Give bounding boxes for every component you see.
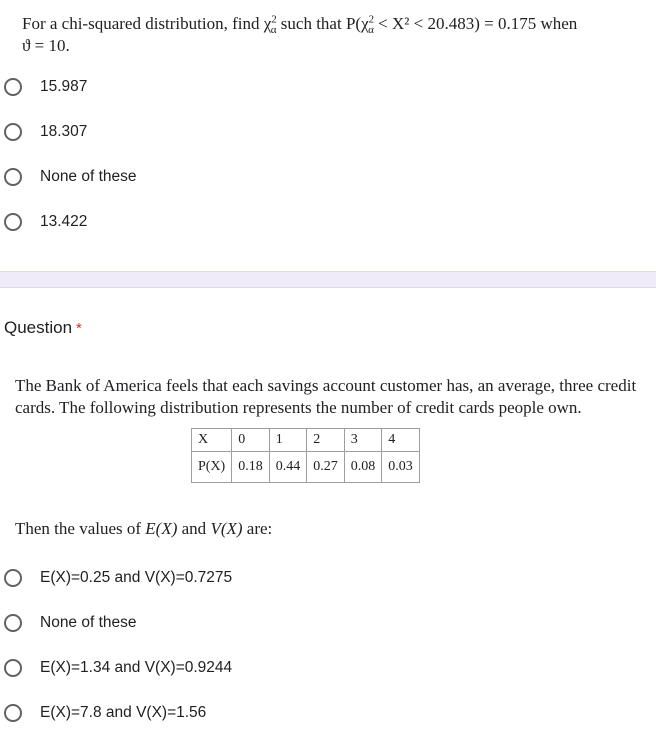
q1-option-1[interactable] bbox=[4, 74, 87, 100]
table-cell: 2 bbox=[307, 429, 345, 452]
option-label: None of these bbox=[40, 614, 137, 631]
table-cell: 3 bbox=[344, 429, 382, 452]
table-row bbox=[192, 452, 420, 483]
table-cell: 0.27 bbox=[307, 452, 345, 483]
table-cell: 1 bbox=[269, 429, 307, 452]
table-cell: 0.03 bbox=[382, 452, 420, 483]
section-divider bbox=[0, 271, 656, 288]
question-2-body: The Bank of America feels that each savings account customer has, an average, three credit cards. The following distribution represents the number of credit cards people own. bbox=[15, 376, 637, 417]
table-cell: 0 bbox=[232, 429, 270, 452]
option-label: 18.307 bbox=[40, 123, 88, 140]
q2-option-2[interactable] bbox=[4, 610, 137, 636]
question-2-prompt: Then the values of E(X) and V(X) are: bbox=[15, 519, 273, 538]
question-title-label: Question bbox=[4, 318, 73, 337]
radio-button-icon[interactable] bbox=[4, 704, 22, 722]
option-label: E(X)=7.8 and V(X)=1.56 bbox=[40, 704, 207, 721]
option-label: 13.422 bbox=[40, 213, 88, 230]
radio-button-icon[interactable] bbox=[4, 569, 22, 587]
table-cell: 0.08 bbox=[344, 452, 382, 483]
radio-button-icon[interactable] bbox=[4, 659, 22, 677]
option-label: E(X)=0.25 and V(X)=0.7275 bbox=[40, 569, 233, 586]
question-1-line1: For a chi-squared distribution, find $\chi^2_\alpha$ such that $P(\chi^2_\alpha < X^2 < 20.483) = 0.175$ when bbox=[22, 13, 578, 37]
table-cell: X bbox=[192, 429, 232, 452]
radio-button-icon[interactable] bbox=[4, 78, 22, 96]
q1-option-4[interactable] bbox=[4, 209, 87, 235]
radio-button-icon[interactable] bbox=[4, 123, 22, 141]
option-label: E(X)=1.34 and V(X)=0.9244 bbox=[40, 659, 233, 676]
q2-option-4[interactable] bbox=[4, 700, 206, 726]
table-cell: 4 bbox=[382, 429, 420, 452]
table-row bbox=[192, 429, 420, 452]
option-label: 15.987 bbox=[40, 78, 88, 95]
radio-button-icon[interactable] bbox=[4, 614, 22, 632]
table-cell: P(X) bbox=[192, 452, 232, 483]
radio-button-icon[interactable] bbox=[4, 168, 22, 186]
q1-option-2[interactable] bbox=[4, 119, 87, 145]
table-cell: 0.44 bbox=[269, 452, 307, 483]
required-asterisk: * bbox=[76, 320, 82, 337]
question-1-line2: ϑ = 10. bbox=[22, 36, 70, 55]
q2-option-3[interactable] bbox=[4, 655, 232, 681]
option-label: None of these bbox=[40, 168, 137, 185]
radio-button-icon[interactable] bbox=[4, 213, 22, 231]
question-1-text bbox=[22, 13, 656, 57]
distribution-table bbox=[191, 428, 420, 483]
q1-option-3[interactable] bbox=[4, 164, 137, 190]
table-cell: 0.18 bbox=[232, 452, 270, 483]
q2-option-1[interactable] bbox=[4, 565, 232, 591]
question-2-title bbox=[4, 318, 82, 338]
